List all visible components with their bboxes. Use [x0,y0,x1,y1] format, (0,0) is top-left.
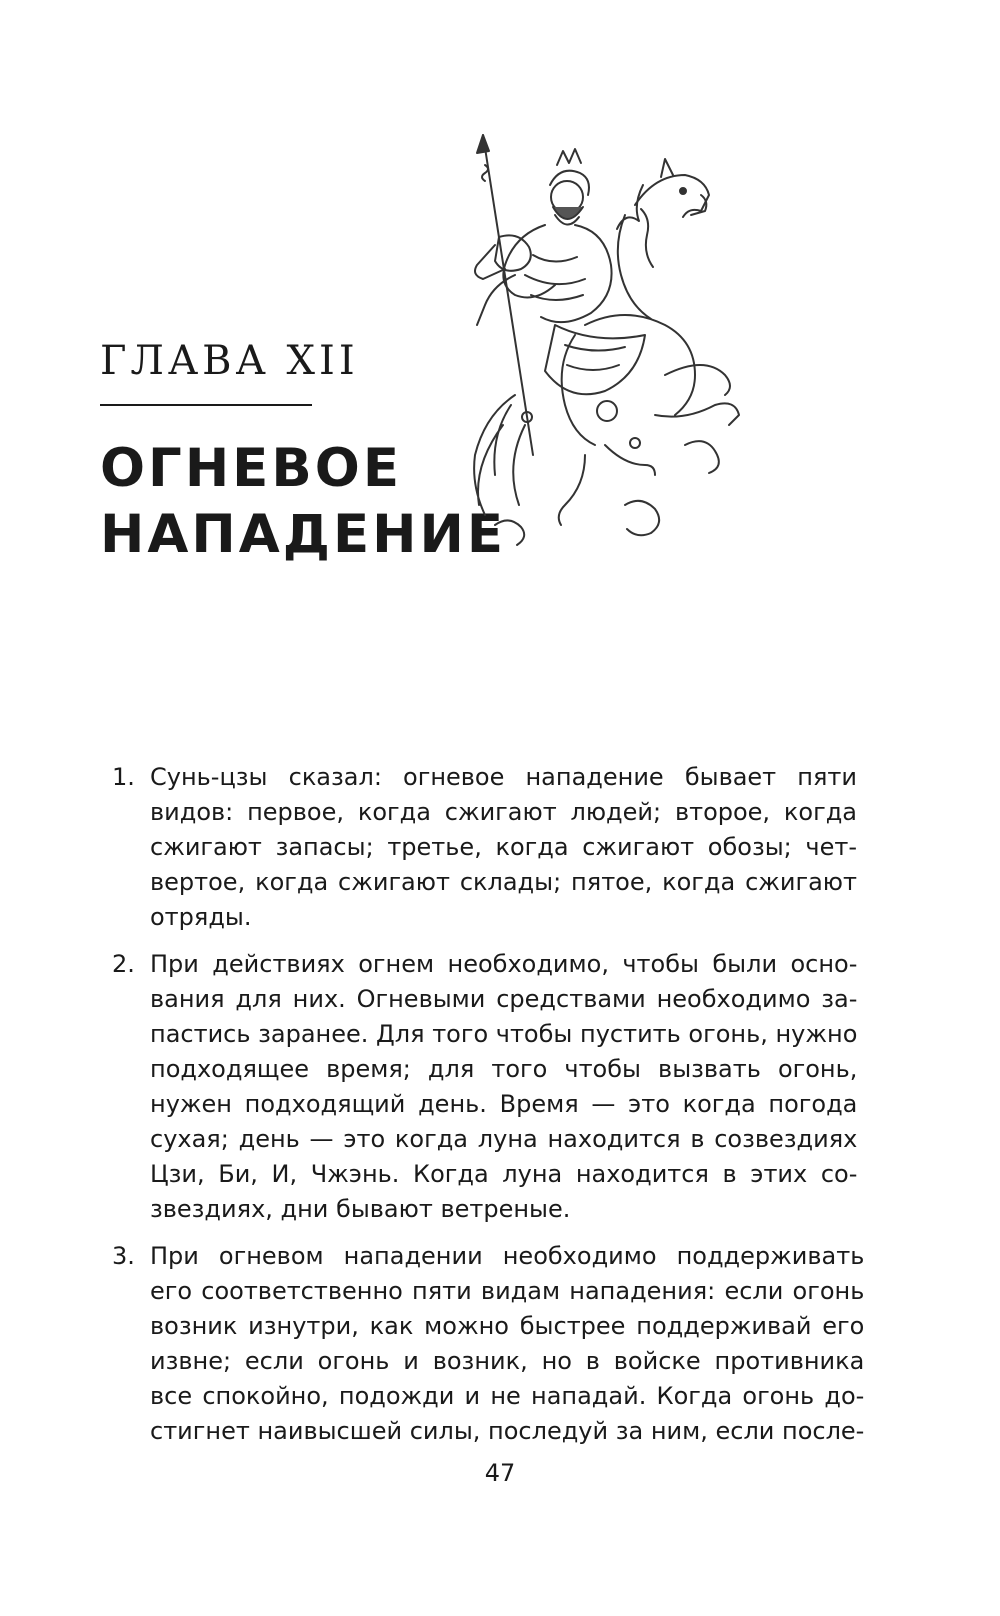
text-line: Цзи, Би, И, Чжэнь. Когда луна находится в этих со- [150,1160,858,1188]
chapter-title [100,436,506,568]
text-line: При действиях огнем необходимо, чтобы были осно- [150,950,858,978]
text-line: возник изнутри, как можно быстрее поддерживай его [150,1312,865,1340]
text-line: все спокойно, подожди и не нападай. Когда огонь до- [150,1382,865,1410]
text-line: видов: первое, когда сжигают людей; второе, когда [150,798,857,826]
chapter-title-line: ОГНЕВОЕ [100,438,403,499]
page-number: 47 [484,1459,516,1487]
text-line: пастись заранее. Для того чтобы пустить огонь, нужно [150,1020,858,1048]
paragraph-text [150,947,857,1227]
text-line: вертое, когда сжигают склады; пятое, когда сжигают [150,868,857,896]
text-line: стигнет наивысшей силы, последуй за ним, если после- [150,1417,865,1445]
text-line: Сунь-цзы сказал: огневое нападение бывает пяти [150,763,857,791]
text-line: отряды. [150,903,252,931]
text-line: вания для них. Огневыми средствами необходимо за- [150,985,858,1013]
paragraph-item [112,1239,865,1449]
chapter-divider [100,404,312,406]
text-line: нужен подходящий день. Время — это когда погода [150,1090,858,1118]
paragraph-number: 3. [112,1242,135,1270]
text-line: При огневом нападении необходимо поддерживать [150,1242,865,1270]
text-line: звездиях, дни бывают ветреные. [150,1195,571,1223]
paragraph-item [112,947,857,1227]
text-line: подходящее время; для того чтобы вызвать огонь, [150,1055,858,1083]
chapter-label: ГЛАВА XII [100,338,359,384]
paragraph-number: 1. [112,763,135,791]
text-line: сухая; день — это когда луна находится в созвездиях [150,1125,858,1153]
chapter-title-line: НАПАДЕНИЕ [100,504,507,565]
paragraph-text [150,1239,864,1449]
paragraph-text [150,760,857,935]
paragraph-item [112,760,857,935]
text-line: извне; если огонь и возник, но в войске противника [150,1347,865,1375]
paragraph-number: 2. [112,950,135,978]
warrior-on-horseback-illustration [455,125,755,550]
paragraph-list [112,760,865,1461]
text-line: его соответственно пяти видам нападения: если огонь [150,1277,865,1305]
text-line: сжигают запасы; третье, когда сжигают обозы; чет- [150,833,857,861]
